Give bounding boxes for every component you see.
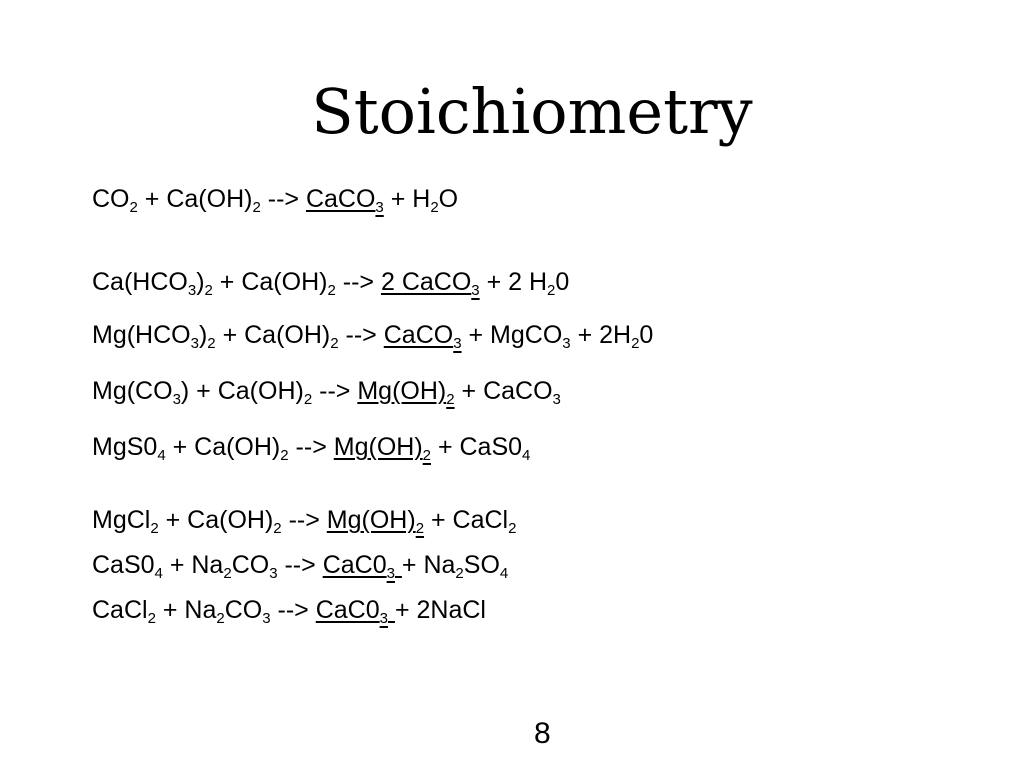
equation-subscript: 2: [430, 199, 439, 216]
equation-8: [92, 595, 486, 625]
equation-subscript: 3: [562, 335, 571, 352]
product-subscript: 2: [422, 447, 431, 464]
equation-text: -->: [335, 268, 381, 296]
equation-text: + 2H: [570, 321, 632, 349]
equation-text: + Ca(OH): [189, 377, 304, 405]
equation-subscript: 2: [327, 282, 336, 299]
equation-subscript: 3: [262, 610, 271, 627]
product-subscript: 3: [379, 610, 388, 627]
equation-6: [92, 505, 516, 535]
equation-subscript: 3: [552, 391, 561, 408]
product-subscript: 3: [471, 282, 480, 299]
product-subscript: 2: [446, 391, 455, 408]
equation-subscript: 4: [522, 447, 531, 464]
equation-subscript: 3: [190, 335, 199, 352]
equation-text: ): [180, 377, 190, 405]
equation-text: 0: [639, 321, 654, 349]
equation-subscript: 2: [252, 199, 261, 216]
equation-text: Mg(CO: [92, 377, 173, 405]
equation-text: + MgCO: [461, 321, 563, 349]
equation-subscript: 2: [216, 610, 225, 627]
equation-subscript: 3: [269, 565, 278, 582]
equation-text: -->: [277, 551, 323, 579]
equation-text: + CaS0: [431, 433, 523, 461]
product-text: Mg(OH): [357, 377, 447, 405]
equation-text: CaCl: [92, 596, 148, 624]
equation-4: [92, 376, 561, 406]
equation-3: [92, 320, 653, 350]
equation-subscript: 2: [280, 447, 289, 464]
equation-text: -->: [312, 377, 358, 405]
equation-text: + CaCl: [424, 506, 509, 534]
equation-subscript: 2: [147, 610, 156, 627]
equation-subscript: 4: [157, 447, 166, 464]
equation-text: MgS0: [92, 433, 158, 461]
equation-subscript: 2: [330, 335, 339, 352]
equation-text: CaS0: [92, 551, 155, 579]
equation-text: CO: [231, 551, 270, 579]
equation-subscript: 2: [631, 335, 640, 352]
equation-subscript: 2: [204, 282, 213, 299]
equation-subscript: 2: [207, 335, 216, 352]
equation-text: -->: [338, 321, 384, 349]
equation-subscript: 2: [455, 565, 464, 582]
equation-text: + H: [383, 185, 431, 213]
equation-text: -->: [288, 433, 334, 461]
equation-subscript: 2: [150, 520, 159, 537]
equation-text: -->: [270, 596, 316, 624]
equation-2: [92, 267, 569, 297]
equation-5: [92, 432, 530, 462]
equation-text: + Na: [155, 596, 217, 624]
product-text: 2 CaCO: [380, 268, 472, 296]
equation-subscript: 4: [499, 565, 509, 582]
equation-subscript: 2: [508, 520, 517, 537]
product-subscript: 3: [453, 335, 462, 352]
equation-text: SO: [463, 551, 500, 579]
equation-subscript: 2: [303, 391, 313, 408]
equation-text: + Na: [162, 551, 224, 579]
equation-text: ): [196, 268, 205, 296]
equation-text: 0: [555, 268, 570, 296]
product-text: [395, 551, 402, 579]
equation-text: + Ca(OH): [215, 321, 331, 349]
equation-text: Ca(HCO: [92, 268, 188, 296]
equation-text: CO: [92, 185, 130, 213]
equation-subscript: 2: [129, 199, 138, 216]
product-text: CaCO: [305, 185, 376, 213]
equation-1: [92, 184, 458, 214]
equation-subscript: 2: [223, 565, 232, 582]
equation-7: [92, 550, 508, 580]
product-subscript: 3: [386, 565, 395, 582]
product-text: Mg(OH): [326, 506, 416, 534]
equation-text: -->: [260, 185, 306, 213]
product-text: CaC0: [322, 551, 387, 579]
equation-text: + Ca(OH): [137, 185, 253, 213]
product-text: CaCO: [383, 321, 454, 349]
slide-title: Stoichiometry: [311, 75, 753, 148]
equation-subscript: 2: [273, 520, 282, 537]
equation-text: -->: [281, 506, 327, 534]
equation-subscript: 4: [154, 565, 163, 582]
equation-text: + 2NaCl: [394, 596, 486, 624]
equation-text: + Ca(OH): [158, 506, 274, 534]
equation-text: Mg(HCO: [92, 321, 191, 349]
equation-text: + CaCO: [454, 377, 553, 405]
equation-subscript: 3: [187, 282, 197, 299]
page-number: 8: [534, 717, 551, 750]
equation-text: + Ca(OH): [212, 268, 328, 296]
product-text: Mg(OH): [333, 433, 423, 461]
product-text: [388, 596, 395, 624]
equation-text: CO: [224, 596, 263, 624]
product-subscript: 3: [375, 199, 384, 216]
equation-text: O: [438, 185, 459, 213]
equation-text: + Ca(OH): [165, 433, 281, 461]
product-text: CaC0: [315, 596, 380, 624]
product-subscript: 2: [415, 520, 425, 537]
equation-subscript: 2: [547, 282, 556, 299]
equation-subscript: 3: [172, 391, 181, 408]
equation-text: + 2 H: [479, 268, 548, 296]
equation-text: + Na: [401, 551, 456, 579]
equation-text: ): [198, 321, 208, 349]
equation-text: MgCl: [92, 506, 151, 534]
